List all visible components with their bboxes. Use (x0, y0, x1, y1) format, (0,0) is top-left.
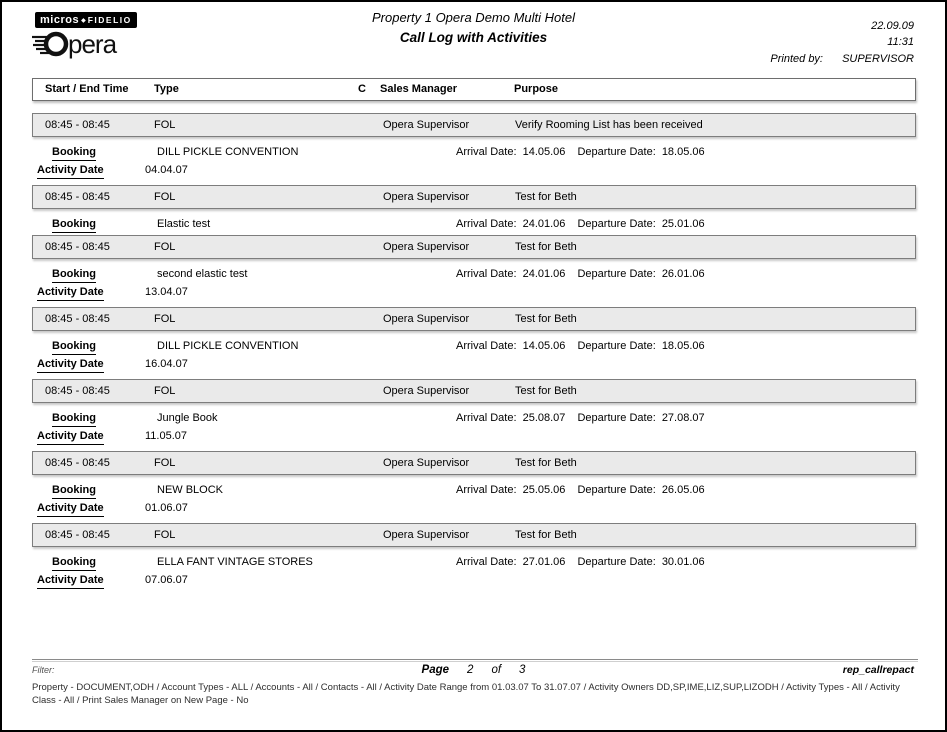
page-label: Page (421, 664, 450, 676)
activity-date-value: 01.06.07 (145, 502, 188, 514)
departure-date: 18.05.06 (661, 340, 705, 352)
sales-manager: Opera Supervisor (383, 385, 470, 397)
booking-label: Booking (52, 556, 96, 571)
page-number: 2 (467, 664, 474, 676)
printed-by-label: Printed by: (770, 53, 823, 65)
arrival-date-label: Arrival Date: (456, 268, 517, 280)
booking-label: Booking (52, 218, 96, 233)
activity-date-row (32, 430, 916, 443)
departure-date-label: Departure Date: (577, 556, 656, 568)
opera-logo-text: pera (68, 29, 117, 59)
arrival-date-label: Arrival Date: (456, 146, 517, 158)
booking-row (32, 218, 916, 231)
activity-date-label: Activity Date (37, 574, 104, 589)
arrival-date-label: Arrival Date: (456, 412, 517, 424)
start-end-time: 08:45 - 08:45 (45, 119, 110, 131)
arrival-date: 25.05.06 (522, 484, 566, 496)
report-body (32, 78, 916, 595)
activity-date-value: 04.04.07 (145, 164, 188, 176)
departure-date-label: Departure Date: (577, 146, 656, 158)
booking-label: Booking (52, 146, 96, 161)
booking-name: DILL PICKLE CONVENTION (157, 340, 299, 352)
departure-date-label: Departure Date: (577, 340, 656, 352)
arrival-date-label: Arrival Date: (456, 340, 517, 352)
column-purpose: Purpose (514, 83, 559, 95)
column-sales-manager: Sales Manager (380, 83, 458, 95)
arrival-date-label: Arrival Date: (456, 556, 517, 568)
activity-date-value: 16.04.07 (145, 358, 188, 370)
activity-date-row (32, 358, 916, 371)
arrival-date: 24.01.06 (522, 218, 566, 230)
sales-manager: Opera Supervisor (383, 241, 470, 253)
booking-row (32, 412, 916, 425)
activity-date-value: 11.05.07 (145, 430, 188, 442)
sales-manager: Opera Supervisor (383, 119, 470, 131)
call-log-entry (32, 185, 916, 231)
page-indicator (2, 664, 945, 676)
activity-date-label: Activity Date (37, 430, 104, 445)
booking-name: DILL PICKLE CONVENTION (157, 146, 299, 158)
property-title: Property 1 Opera Demo Multi Hotel (371, 10, 576, 25)
arrival-date: 24.01.06 (522, 268, 566, 280)
booking-dates (456, 146, 705, 159)
departure-date: 25.01.06 (661, 218, 705, 230)
call-log-entry (32, 523, 916, 587)
activity-summary-row (32, 523, 916, 547)
activity-date-label: Activity Date (37, 164, 104, 179)
table-header-row (32, 78, 916, 101)
filter-label: Filter: (32, 665, 55, 675)
start-end-time: 08:45 - 08:45 (45, 385, 110, 397)
call-log-entry (32, 113, 916, 177)
column-c: C (358, 83, 366, 95)
start-end-time: 08:45 - 08:45 (45, 529, 110, 541)
purpose: Test for Beth (515, 385, 577, 397)
start-end-time: 08:45 - 08:45 (45, 457, 110, 469)
call-log-entries (32, 113, 916, 587)
print-time: 11:31 (887, 36, 914, 48)
booking-name: Elastic test (157, 218, 211, 230)
column-type: Type (154, 83, 179, 95)
fidelio-logo-text: FIDELIO (87, 15, 132, 25)
purpose: Test for Beth (515, 529, 577, 541)
activity-date-row (32, 164, 916, 177)
activity-type: FOL (154, 385, 176, 397)
arrival-date: 25.08.07 (522, 412, 566, 424)
booking-row (32, 268, 916, 281)
call-log-entry (32, 235, 916, 299)
booking-name: second elastic test (157, 268, 248, 280)
activity-date-row (32, 502, 916, 515)
purpose: Test for Beth (515, 241, 577, 253)
booking-name: NEW BLOCK (157, 484, 224, 496)
departure-date: 26.05.06 (661, 484, 705, 496)
booking-row (32, 340, 916, 353)
sales-manager: Opera Supervisor (383, 529, 470, 541)
booking-label: Booking (52, 484, 96, 499)
activity-summary-row (32, 185, 916, 209)
arrival-date: 27.01.06 (522, 556, 566, 568)
report-criteria: Property - DOCUMENT,ODH / Account Types - ALL / Accounts - All / Contacts - All / Activity Date Range from 01.03.07 To 31.07.07 / Activity Owners DD,SP,IME,LIZ,SUP,LIZODH / Activity Types - All / Activity Class - All / Print Sales Manager on New Page - No (32, 682, 900, 706)
departure-date-label: Departure Date: (577, 484, 656, 496)
start-end-time: 08:45 - 08:45 (45, 241, 110, 253)
report-id: rep_callrepact (842, 664, 914, 676)
of-label: of (491, 664, 502, 676)
purpose: Test for Beth (515, 457, 577, 469)
purpose: Verify Rooming List has been received (515, 119, 703, 131)
printed-by-user: SUPERVISOR (842, 53, 914, 65)
booking-row (32, 484, 916, 497)
booking-label: Booking (52, 340, 96, 355)
activity-type: FOL (154, 191, 176, 203)
activity-summary-row (32, 451, 916, 475)
activity-date-label: Activity Date (37, 286, 104, 301)
start-end-time: 08:45 - 08:45 (45, 191, 110, 203)
footer-divider (32, 659, 918, 661)
booking-name: Jungle Book (157, 412, 218, 424)
arrival-date-label: Arrival Date: (456, 484, 517, 496)
departure-date: 27.08.07 (661, 412, 705, 424)
sales-manager: Opera Supervisor (383, 313, 470, 325)
activity-date-label: Activity Date (37, 358, 104, 373)
micros-logo-text: micros (40, 14, 80, 26)
sales-manager: Opera Supervisor (383, 457, 470, 469)
activity-date-row (32, 286, 916, 299)
sales-manager: Opera Supervisor (383, 191, 470, 203)
departure-date-label: Departure Date: (577, 412, 656, 424)
report-title: Call Log with Activities (399, 30, 548, 45)
departure-date-label: Departure Date: (577, 218, 656, 230)
activity-type: FOL (154, 457, 176, 469)
activity-type: FOL (154, 241, 176, 253)
activity-type: FOL (154, 313, 176, 325)
activity-summary-row (32, 113, 916, 137)
departure-date: 26.01.06 (661, 268, 705, 280)
arrival-date: 14.05.06 (522, 146, 566, 158)
booking-dates (456, 268, 705, 281)
arrival-date: 14.05.06 (522, 340, 566, 352)
booking-dates (456, 340, 705, 353)
activity-date-label: Activity Date (37, 502, 104, 517)
column-start-end-time: Start / End Time (45, 83, 129, 95)
booking-name: ELLA FANT VINTAGE STORES (157, 556, 313, 568)
booking-label: Booking (52, 268, 96, 283)
activity-summary-row (32, 235, 916, 259)
activity-date-value: 07.06.07 (145, 574, 188, 586)
activity-summary-row (32, 379, 916, 403)
booking-dates (456, 218, 705, 231)
diamond-icon: ◆ (81, 17, 86, 24)
purpose: Test for Beth (515, 191, 577, 203)
activity-date-row (32, 574, 916, 587)
arrival-date-label: Arrival Date: (456, 218, 517, 230)
booking-dates (456, 556, 705, 569)
purpose: Test for Beth (515, 313, 577, 325)
departure-date-label: Departure Date: (577, 268, 656, 280)
booking-dates (456, 412, 705, 425)
page-total: 3 (519, 664, 526, 676)
print-date: 22.09.09 (871, 20, 914, 32)
activity-type: FOL (154, 529, 176, 541)
call-log-entry (32, 451, 916, 515)
call-log-entry (32, 307, 916, 371)
activity-date-value: 13.04.07 (145, 286, 188, 298)
booking-dates (456, 484, 705, 497)
booking-label: Booking (52, 412, 96, 427)
activity-type: FOL (154, 119, 176, 131)
departure-date: 18.05.06 (661, 146, 705, 158)
booking-row (32, 556, 916, 569)
activity-summary-row (32, 307, 916, 331)
departure-date: 30.01.06 (661, 556, 705, 568)
booking-row (32, 146, 916, 159)
start-end-time: 08:45 - 08:45 (45, 313, 110, 325)
call-log-entry (32, 379, 916, 443)
